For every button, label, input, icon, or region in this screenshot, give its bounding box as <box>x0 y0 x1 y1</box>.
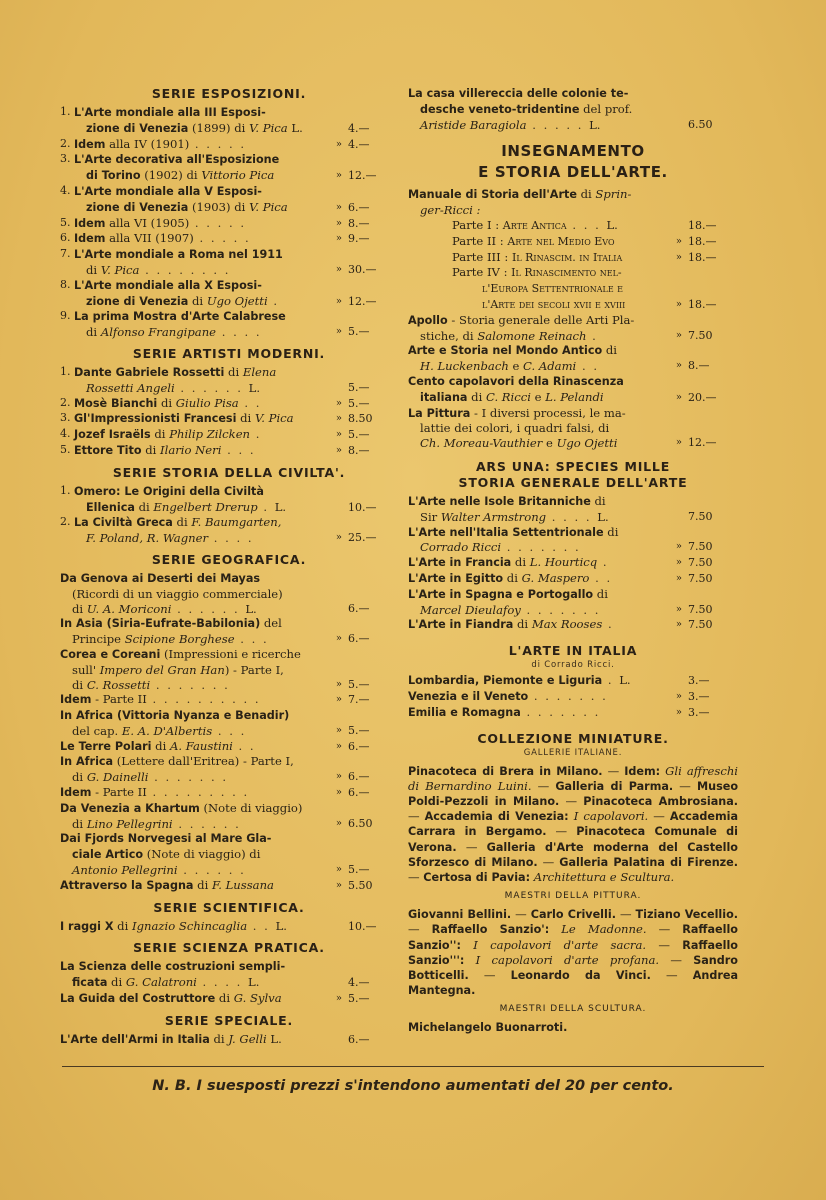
subhead-scultura: MAESTRI DELLA SCULTURA. <box>499 1004 647 1015</box>
list-item: 9. La prima Mostra d'Arte Calabrese di Alfonso Frangipane . . . . » 5.— <box>60 309 370 340</box>
list-item: Apollo - Storia generale delle Arti Pla- stiche, di Salomone Reinach . » 7.50 <box>408 312 713 343</box>
list-item: In Africa (Vittoria Nyanza e Benadir) del cap. E. A. D'Albertis . . . » 5.— <box>60 709 370 738</box>
list-item: L'Arte in Fiandra di Max Rooses . » 7.50 <box>408 617 713 632</box>
subhead-pittura: MAESTRI DELLA PITTURA. <box>504 891 642 902</box>
list-item: 4. L'Arte mondiale alla V Esposi- zione di Venezia (1903) di V. Pica » 6.— <box>60 183 370 214</box>
list-item: Le Terre Polari di A. Faustini . . » 6.— <box>60 738 370 753</box>
scultura-paragraph: Michelangelo Buonarroti. <box>408 1021 568 1035</box>
section-subtitle-storia-arte: E STORIA DELL'ARTE. <box>478 163 668 182</box>
list-item: 1. L'Arte mondiale alla III Esposi- zione di Venezia (1899) di V. Pica L. 4.— <box>60 105 370 135</box>
section-subtitle-ricci: di Corrado Ricci. <box>531 660 615 671</box>
list-item: Emilia e Romagna . . . . . . . » 3.— <box>408 704 710 719</box>
section-title-speciale: SERIE SPECIALE. <box>164 1012 294 1028</box>
list-item: 2. La Civiltà Greca di F. Baumgarten, F. Poland, R. Wagner . . . . » 25.— <box>60 515 377 546</box>
list-item: In Africa (Lettere dall'Eritrea) - Parte I, di G. Dainelli . . . . . . . » 6.— <box>60 754 370 785</box>
list-item: 3. Gl'Impressionisti Francesi di V. Pica » 8.50 <box>60 411 373 426</box>
list-item: Cento capolavori della Rinascenza italiana di C. Ricci e L. Pelandi » 20.— <box>408 374 717 404</box>
list-item: L'Arte dell'Armi in Italia di J. Gelli L. 6.— <box>60 1031 370 1046</box>
list-item: 2. Idem alla IV (1901) . . . . . » 4.— <box>60 136 370 151</box>
list-item: 1. Dante Gabriele Rossetti di Elena Rossetti Angeli . . . . . . L. 5.— <box>60 364 370 395</box>
list-item: Arte e Storia nel Mondo Antico di H. Luckenbach e C. Adami . . » 8.— <box>408 343 710 374</box>
footer-divider <box>62 1066 764 1067</box>
list-item: Parte I : Arte Antica . . . L. 18.— <box>452 217 717 232</box>
list-item: L'Arte in Francia di L. Hourticq . » 7.50 <box>408 555 713 570</box>
list-item: Parte IV : Il Rinascimento nel- l'Europa Settentrionale e l'Arte dei secoli xvii e xviii » 18.— <box>452 265 717 311</box>
section-title-arte-in-italia: L'ARTE IN ITALIA <box>508 643 638 659</box>
list-item: 6. Idem alla VII (1907) . . . . . » 9.— <box>60 231 370 246</box>
section-title-geografica: SERIE GEOGRAFICA. <box>151 551 307 567</box>
list-item: La Guida del Costruttore di G. Sylva » 5.— <box>60 991 370 1006</box>
section-title-insegnamento: INSEGNAMENTO <box>501 142 645 161</box>
list-item: 7. L'Arte mondiale a Roma nel 1911 di V. Pica . . . . . . . . » 30.— <box>60 247 377 277</box>
section-title-artisti: SERIE ARTISTI MODERNI. <box>132 345 326 361</box>
list-item: La casa villereccia delle colonie te- desche veneto-tridentine del prof. Aristide Baragiola . . . . . L. 6.50 <box>408 87 713 132</box>
list-item: L'Arte nell'Italia Settentrionale di Corrado Ricci . . . . . . . » 7.50 <box>408 524 713 555</box>
section-subtitle-storia-generale: STORIA GENERALE DELL'ARTE <box>458 474 688 490</box>
section-title-ars-una: ARS UNA: SPECIES MILLE <box>475 458 671 474</box>
list-item: 5. Idem alla VI (1905) . . . . . » 8.— <box>60 215 370 230</box>
list-item: 4. Jozef Israëls di Philip Zilcken . » 5.— <box>60 427 370 442</box>
section-title-esposizioni: SERIE ESPOSIZIONI. <box>151 86 307 101</box>
list-item: Da Venezia a Khartum (Note di viaggio) di Lino Pellegrini . . . . . . » 6.50 <box>60 800 373 831</box>
list-item: L'Arte in Egitto di G. Maspero . . » 7.50 <box>408 570 713 585</box>
list-item: 1. Omero: Le Origini della Civiltà Ellenica di Engelbert Drerup . L. 10.— <box>60 483 377 514</box>
list-item: 8. L'Arte mondiale alla X Esposi- zione di Venezia di Ugo Ojetti . » 12.— <box>60 277 377 308</box>
right-column <box>408 86 738 1040</box>
section-subtitle-gallerie: GALLERIE ITALIANE. <box>523 747 623 758</box>
list-item: 3. L'Arte decorativa all'Esposizione di Torino (1902) di Vittorio Pica » 12.— <box>60 152 377 183</box>
section-title-miniature: COLLEZIONE MINIATURE. <box>477 730 669 746</box>
list-item: I raggi X di Ignazio Schincaglia . . L. 10.— <box>60 918 377 933</box>
list-item: L'Arte in Spagna e Portogallo di Marcel Dieulafoy . . . . . . . » 7.50 <box>408 586 713 617</box>
list-item: Corea e Coreani (Impressioni e ricerche sull' Impero del Gran Han) - Parte I, di C. Rossetti . . . . . . . » 5.— <box>60 646 370 692</box>
list-item: 5. Ettore Tito di Ilario Neri . . . » 8.— <box>60 442 370 457</box>
list-item: Venezia e il Veneto . . . . . . . » 3.— <box>408 688 710 703</box>
section-title-civilta: SERIE STORIA DELLA CIVILTA'. <box>112 464 346 480</box>
section-title-scientifica: SERIE SCIENTIFICA. <box>153 899 305 915</box>
list-item: La Scienza delle costruzioni sempli- ficata di G. Calatroni . . . . L. 4.— <box>60 960 370 990</box>
list-item: L'Arte nelle Isole Britanniche di Sir Walter Armstrong . . . . L. 7.50 <box>408 493 713 524</box>
left-column <box>60 80 398 1048</box>
list-item: Parte III : Il Rinascim. in Italia » 18.— <box>452 249 717 264</box>
pittura-paragraph: Giovanni Bellini. — Carlo Crivelli. — Tiziano Vecellio. — Raffaello Sanzio': Le Madonne. — Raffaello Sanzio'': I capolavori d'arte sacra. — Raffaello Sanzio''': I capolavori d'arte profana. — Sandro Botticelli. — Leonardo da Vinci. — Andrea Mantegna. <box>408 907 739 998</box>
list-item: La Pittura - I diversi processi, le ma- lattie dei colori, i quadri falsi, di Ch. Moreau-Vauthier e Ugo Ojetti » 12.— <box>408 405 717 451</box>
list-item: Attraverso la Spagna di F. Lussana » 5.50 <box>60 877 373 892</box>
section-title-scienza-pratica: SERIE SCIENZA PRATICA. <box>133 940 325 956</box>
gallerie-paragraph: Pinacoteca di Brera in Milano. — Idem: Gli affreschi di Bernardino Luini. — Galleria di Parma. — Museo Poldi-Pezzoli in Milano. — Pinacoteca Ambrosiana. — Accademia di Venezia: I capolavori. — Accademia Carrara in Bergamo. — Pinacoteca Comunale di Verona. — Galleria d'Arte moderna del Castello Sforzesco di Milano. — Galleria Palatina di Firenze. — Certosa di Pavia: Architettura e Scultura. <box>408 763 739 884</box>
list-item: 2. Mosè Bianchi di Giulio Pisa . . » 5.— <box>60 395 370 410</box>
list-item: Da Genova ai Deserti dei Mayas (Ricordi di un viaggio commerciale) di U. A. Moriconi . . . . . . L. 6.— <box>60 571 370 616</box>
footer-note: N. B. I suesposti prezzi s'intendono aumentati del 20 per cento. <box>152 1078 674 1094</box>
list-item: Dai Fjords Norvegesi al Mare Gla- ciale Artico (Note di viaggio) di Antonio Pellegrini . . . . . . » 5.— <box>60 832 370 878</box>
list-item: Manuale di Storia dell'Arte di Sprin- ger-Ricci : <box>408 187 632 218</box>
list-item: Lombardia, Piemonte e Liguria . L. 3.— <box>408 673 710 688</box>
list-item: In Asia (Siria-Eufrate-Babilonia) del Principe Scipione Borghese . . . » 6.— <box>60 616 370 647</box>
list-item: Idem - Parte II . . . . . . . . . . » 7.— <box>60 692 370 707</box>
list-item: Idem - Parte II . . . . . . . . . » 6.— <box>60 785 370 800</box>
list-item: Parte II : Arte nel Medio Evo » 18.— <box>452 233 717 248</box>
